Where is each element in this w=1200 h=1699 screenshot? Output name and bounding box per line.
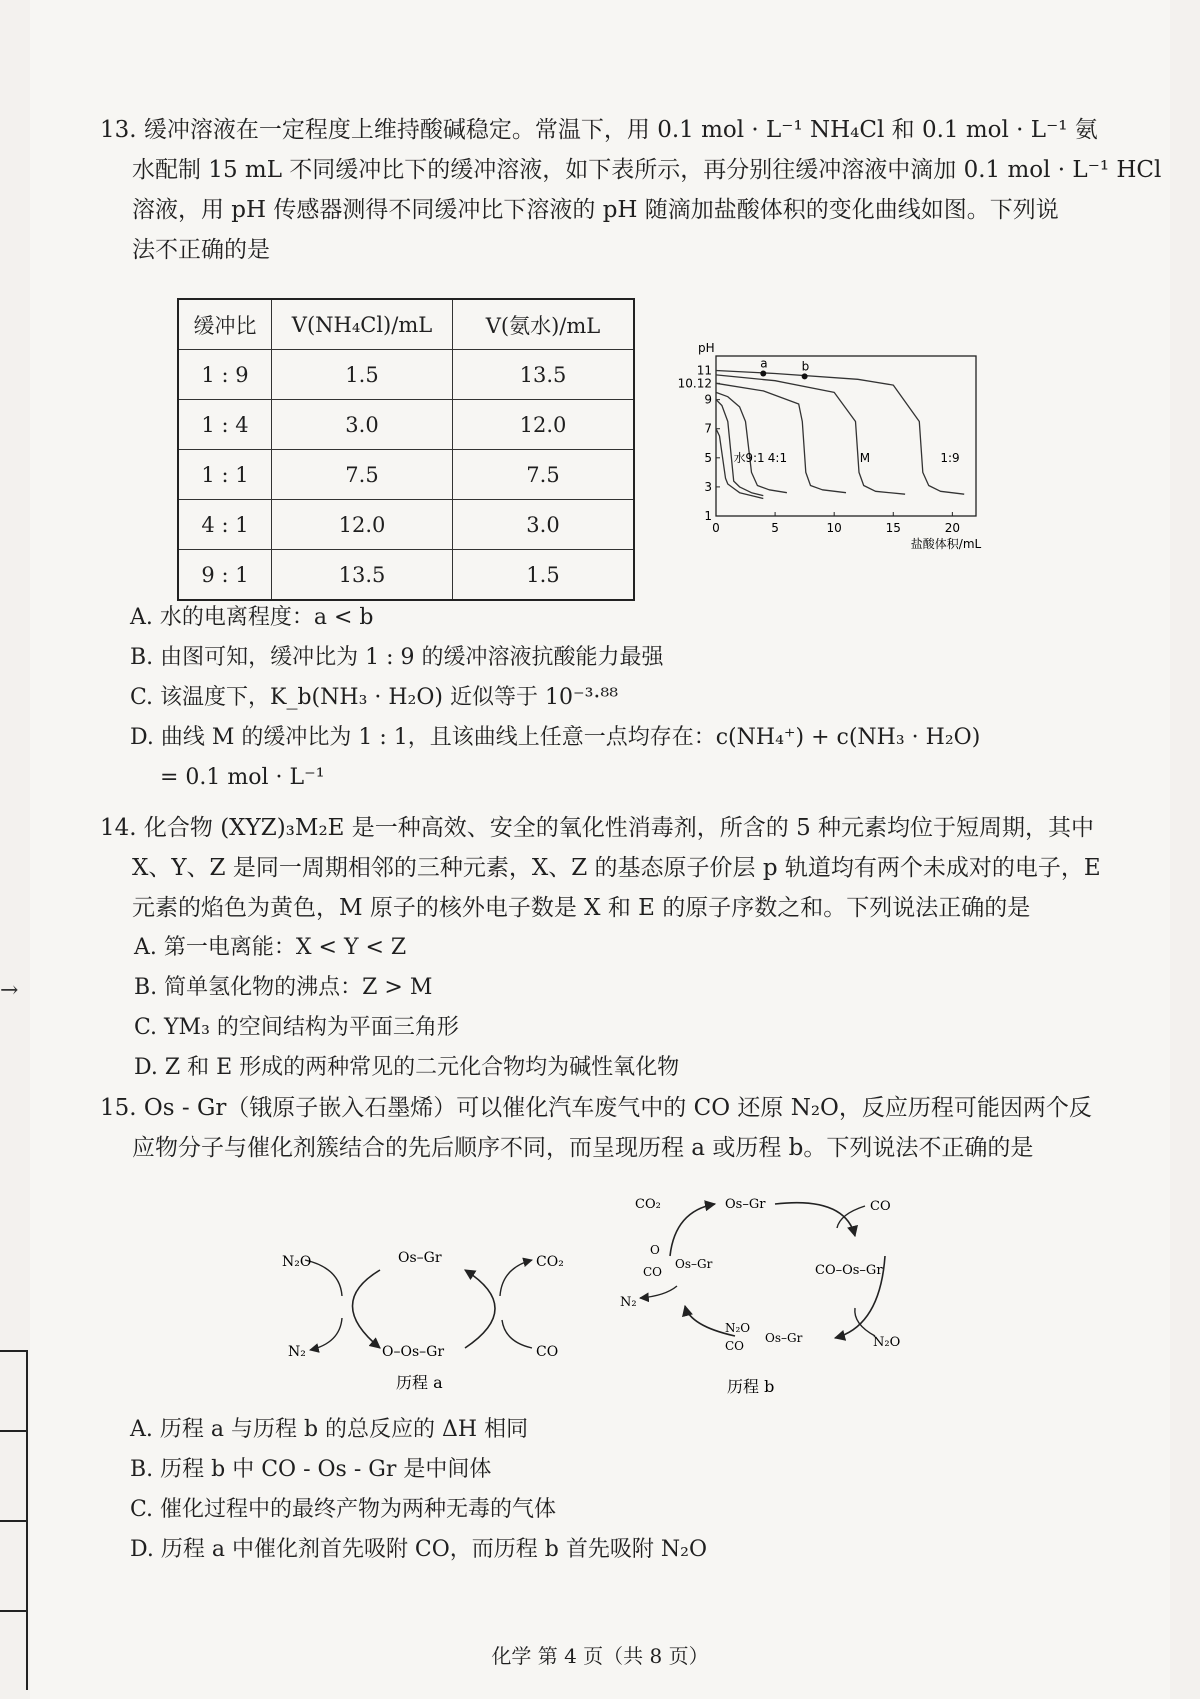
q15-stem-line: 应物分子与催化剂簇结合的先后顺序不同，而呈现历程 a 或历程 b。下列说法不正确的是 (132, 1135, 1034, 1161)
table-cell: 3.0 (453, 500, 635, 550)
q15-option-b: B. 历程 b 中 CO - Os - Gr 是中间体 (130, 1457, 492, 1482)
q15-stem-line: 15. Os - Gr（锇原子嵌入石墨烯）可以催化汽车废气中的 CO 还原 N₂O，反应历程可能因两个反 (100, 1095, 1092, 1121)
y-tick-label: 9 (704, 392, 712, 407)
table-cell: 4 : 1 (178, 500, 272, 550)
n2-label: N₂ (288, 1344, 306, 1360)
mechanism-diagram-b (615, 1186, 1025, 1401)
x-axis-label: 盐酸体积/mL (910, 537, 982, 551)
co-label: CO (536, 1344, 559, 1360)
q13-stem-line: 溶液，用 pH 传感器测得不同缓冲比下溶液的 pH 随滴加盐酸体积的变化曲线如图。下列说 (132, 197, 1059, 223)
curve-label: 9:1 (745, 450, 765, 465)
co2-label: CO₂ (536, 1254, 564, 1270)
table-cell: 9 : 1 (178, 550, 272, 601)
table-header-cell: V(氨水)/mL (453, 299, 635, 350)
table-cell: 1.5 (453, 550, 635, 601)
diagram-b-svg (615, 1186, 1025, 1401)
table-header-cell: V(NH₄Cl)/mL (272, 299, 453, 350)
y-tick-label: 10.12 (677, 376, 712, 391)
page-footer: 化学 第 4 页（共 8 页） (491, 1644, 709, 1668)
table-row (178, 400, 634, 450)
table-cell: 7.5 (453, 450, 635, 500)
n2-label: N₂ (620, 1295, 637, 1310)
series-line-1:4 (716, 375, 905, 494)
diagram-b-caption: 历程 b (727, 1377, 775, 1396)
series-line-9:1 (716, 400, 763, 496)
table-cell: 12.0 (453, 400, 635, 450)
q13-stem-line: 13. 缓冲溶液在一定程度上维持酸碱稳定。常温下，用 0.1 mol · L⁻¹ NH₄Cl 和 0.1 mol · L⁻¹ 氨 (100, 117, 1098, 143)
x-tick-label: 10 (826, 521, 842, 535)
y-tick-label: 7 (704, 421, 712, 436)
point-label: a (760, 356, 768, 371)
q13-option-b: B. 由图可知，缓冲比为 1 : 9 的缓冲溶液抗酸能力最强 (130, 645, 664, 670)
point-b (802, 373, 808, 379)
y-tick-label: 3 (704, 479, 712, 494)
x-tick-label: 0 (712, 521, 720, 535)
arc-a-left (353, 1270, 381, 1348)
q13-option-a: A. 水的电离程度：a < b (130, 605, 374, 630)
q13-option-d: D. 曲线 M 的缓冲比为 1 : 1，且该曲线上任意一点均存在：c(NH₄⁺) + c(NH₃ · H₂O) (130, 725, 981, 750)
curve-label: 水 (733, 450, 746, 465)
table-cell: 13.5 (453, 350, 635, 400)
edge-tick (0, 1430, 26, 1432)
q15-options (130, 1410, 1170, 1570)
arc-a-co2-out (500, 1260, 532, 1296)
curve-label: M (859, 450, 871, 465)
co-os-gr-label: CO–Os–Gr (815, 1263, 883, 1278)
os-gr-label: Os–Gr (725, 1197, 766, 1212)
table-header-cell: 缓冲比 (178, 299, 272, 350)
diagram-a-caption: 历程 a (396, 1373, 443, 1392)
q13-options (130, 598, 1170, 798)
y-tick-label: 1 (704, 509, 712, 523)
table-cell: 13.5 (272, 550, 453, 601)
q13-option-c: C. 该温度下，K_b(NH₃ · H₂O) 近似等于 10⁻³·⁸⁸ (130, 685, 619, 710)
edge-tick (0, 1350, 26, 1352)
q14-option-b: B. 简单氢化物的沸点：Z > M (134, 975, 433, 1000)
o-os-gr-label: O–Os–Gr (382, 1344, 445, 1360)
table-row (178, 450, 634, 500)
plot-frame (716, 356, 976, 516)
intermediate-os-gr2: Os–Gr (675, 1257, 713, 1271)
table-row (178, 500, 634, 550)
q15-option-a: A. 历程 a 与历程 b 的总反应的 ΔH 相同 (130, 1417, 529, 1442)
arc-b-4 (670, 1204, 715, 1256)
co2-label: CO₂ (635, 1197, 661, 1212)
point-a (760, 370, 766, 376)
q14-option-a: A. 第一电离能：X < Y < Z (134, 935, 407, 960)
os-gr-label: Os–Gr (398, 1250, 442, 1266)
arc-b-n2o-in (855, 1308, 875, 1336)
x-tick-label: 15 (885, 521, 901, 535)
intermediate-n2o: N₂O (725, 1321, 751, 1335)
exam-page (30, 0, 1170, 1699)
table-cell: 12.0 (272, 500, 453, 550)
intermediate-co2: CO (643, 1265, 663, 1279)
table-header-row (178, 299, 634, 350)
q14-stem-line: X、Y、Z 是同一周期相邻的三种元素，X、Z 的基态原子价层 p 轨道均有两个未成对的电子，E (132, 855, 1101, 881)
table-row (178, 550, 634, 601)
y-tick-label: 11 (696, 363, 712, 378)
arc-a-co-in (502, 1320, 532, 1348)
q14-stem-line: 元素的焰色为黄色，M 原子的核外电子数是 X 和 E 的原子序数之和。下列说法正确的是 (132, 895, 1031, 921)
diagram-a-svg (270, 1238, 630, 1398)
x-tick-label: 20 (944, 521, 961, 535)
y-axis-label: pH (698, 341, 715, 355)
q15-option-d: D. 历程 a 中催化剂首先吸附 CO，而历程 b 首先吸附 N₂O (130, 1537, 707, 1562)
table-cell: 1 : 4 (178, 400, 272, 450)
table-cell: 1.5 (272, 350, 453, 400)
arc-b-n2-out (640, 1286, 677, 1298)
y-tick-label: 5 (704, 450, 712, 465)
q13-stem-line: 法不正确的是 (132, 237, 270, 263)
arc-a-n2-out (310, 1318, 342, 1350)
table-cell: 1 : 9 (178, 350, 272, 400)
q14-options (134, 928, 1174, 1088)
intermediate-os-gr: Os–Gr (765, 1331, 803, 1345)
table-cell: 7.5 (272, 450, 453, 500)
arc-b-1 (775, 1203, 855, 1236)
edge-tick (0, 1610, 26, 1612)
chart-svg (676, 336, 1066, 596)
curve-label: 1:9 (940, 450, 960, 465)
ph-titration-chart (676, 336, 1066, 596)
series-line-M (716, 383, 846, 492)
question-14 (100, 808, 1180, 928)
n2o-label: N₂O (282, 1254, 312, 1270)
co-label: CO (870, 1199, 891, 1214)
curve-label: 4:1 (767, 450, 788, 465)
question-13 (100, 110, 1180, 270)
q14-option-c: C. YM₃ 的空间结构为平面三角形 (134, 1015, 459, 1040)
edge-tick (0, 1520, 26, 1522)
edge-binding-marks (0, 1350, 28, 1690)
q14-stem-line: 14. 化合物 (XYZ)₃M₂E 是一种高效、安全的氧化性消毒剂，所含的 5 种元素均位于短周期，其中 (100, 815, 1095, 841)
q15-option-c: C. 催化过程中的最终产物为两种无毒的气体 (130, 1497, 557, 1522)
mechanism-diagram-a (270, 1238, 630, 1398)
question-15 (100, 1088, 1180, 1168)
buffer-table (177, 298, 635, 601)
intermediate-o: O (650, 1243, 660, 1257)
q13-stem-line: 水配制 15 mL 不同缓冲比下的缓冲溶液，如下表所示，再分别往缓冲溶液中滴加 0.1 mol · L⁻¹ HCl (132, 157, 1162, 183)
table-cell: 1 : 1 (178, 450, 272, 500)
table-cell: 3.0 (272, 400, 453, 450)
point-label: b (801, 359, 810, 374)
arrow-mark-icon: → (0, 978, 19, 1003)
n2o-label: N₂O (873, 1335, 901, 1350)
x-tick-label: 5 (771, 521, 779, 535)
table-row (178, 350, 634, 400)
q13-option-d-cont: = 0.1 mol · L⁻¹ (160, 765, 325, 790)
series-line-4:1 (716, 392, 787, 492)
intermediate-co: CO (725, 1339, 745, 1353)
arc-a-right (465, 1270, 495, 1348)
q14-option-d: D. Z 和 E 形成的两种常见的二元化合物均为碱性氧化物 (134, 1055, 680, 1080)
